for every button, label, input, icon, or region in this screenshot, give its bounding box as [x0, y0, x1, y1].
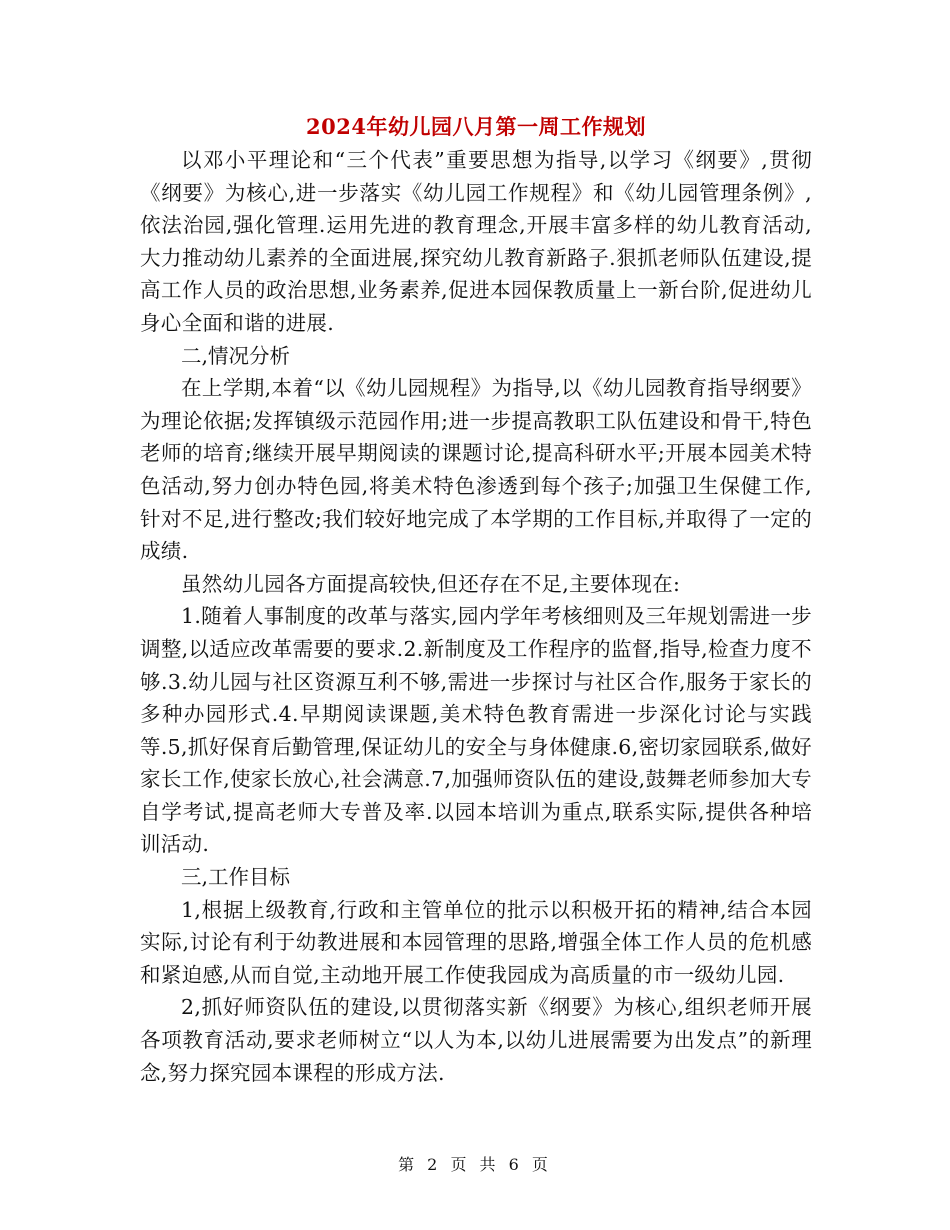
situation-paragraph-3: 1.随着人事制度的改革与落实,园内学年考核细则及三年规划需进一步调整,以适应改革需要的要求.2.新制度及工作程序的监督,指导,检查力度不够.3.幼儿园与社区资源互利不够,需进一步探讨与社区合作,服务于家长的多种办园形式.4.早期阅读课题,美术特色教育需进一步深化讨论与实践等.5,抓好保育后勤管理,保证幼儿的安全与身体健康.6,密切家园联系,做好家长工作,使家长放心,社会满意.7,加强师资队伍的建设,鼓舞老师参加大专自学考试,提高老师大专普及率.以园本培训为重点,联系实际,提供各种培训活动.: [140, 604, 812, 857]
section-heading-situation-analysis: 二,情况分析: [181, 343, 291, 368]
situation-paragraph-2: 虽然幼儿园各方面提高较快,但还存在不足,主要体现在:: [181, 571, 681, 596]
document-title: 2024年幼儿园八月第一周工作规划: [306, 114, 646, 139]
situation-paragraph-1: 在上学期,本着“以《幼儿园规程》为指导,以《幼儿园教育指导纲要》为理论依据;发挥镇级示范园作用;进一步提高教职工队伍建设和骨干,特色老师的培育;继续开展早期阅读的课题讨论,提高科研水平;开展本园美术特色活动,努力创办特色园,将美术特色渗透到每个孩子;加强卫生保健工作,针对不足,进行整改;我们较好地完成了本学期的工作目标,并取得了一定的成绩.: [140, 376, 812, 564]
goals-paragraph-1: 1,根据上级教育,行政和主管单位的批示以积极开拓的精神,结合本园实际,讨论有利于幼教进展和本园管理的思路,增强全体工作人员的危机感和紧迫感,从而自觉,主动地开展工作使我园成为高质量的市一级幼儿园.: [140, 897, 812, 987]
intro-paragraph: 以邓小平理论和“三个代表”重要思想为指导,以学习《纲要》,贯彻《纲要》为核心,进一步落实《幼儿园工作规程》和《幼儿园管理条例》,依法治园,强化管理.运用先进的教育理念,开展丰富多样的幼儿教育活动,大力推动幼儿素养的全面进展,探究幼儿教育新路子.狠抓老师队伍建设,提高工作人员的政治思想,业务素养,促进本园保教质量上一新台阶,促进幼儿身心全面和谐的进展.: [140, 148, 812, 335]
document-page: [140, 112, 812, 1089]
page-number-footer: 第 2 页 共 6 页: [398, 1155, 552, 1174]
section-heading-work-goals: 三,工作目标: [181, 865, 291, 890]
goals-paragraph-2: 2,抓好师资队伍的建设,以贯彻落实新《纲要》为核心,组织老师开展各项教育活动,要求老师树立“以人为本,以幼儿进展需要为出发点”的新理念,努力探究园本课程的形成方法.: [140, 995, 812, 1085]
